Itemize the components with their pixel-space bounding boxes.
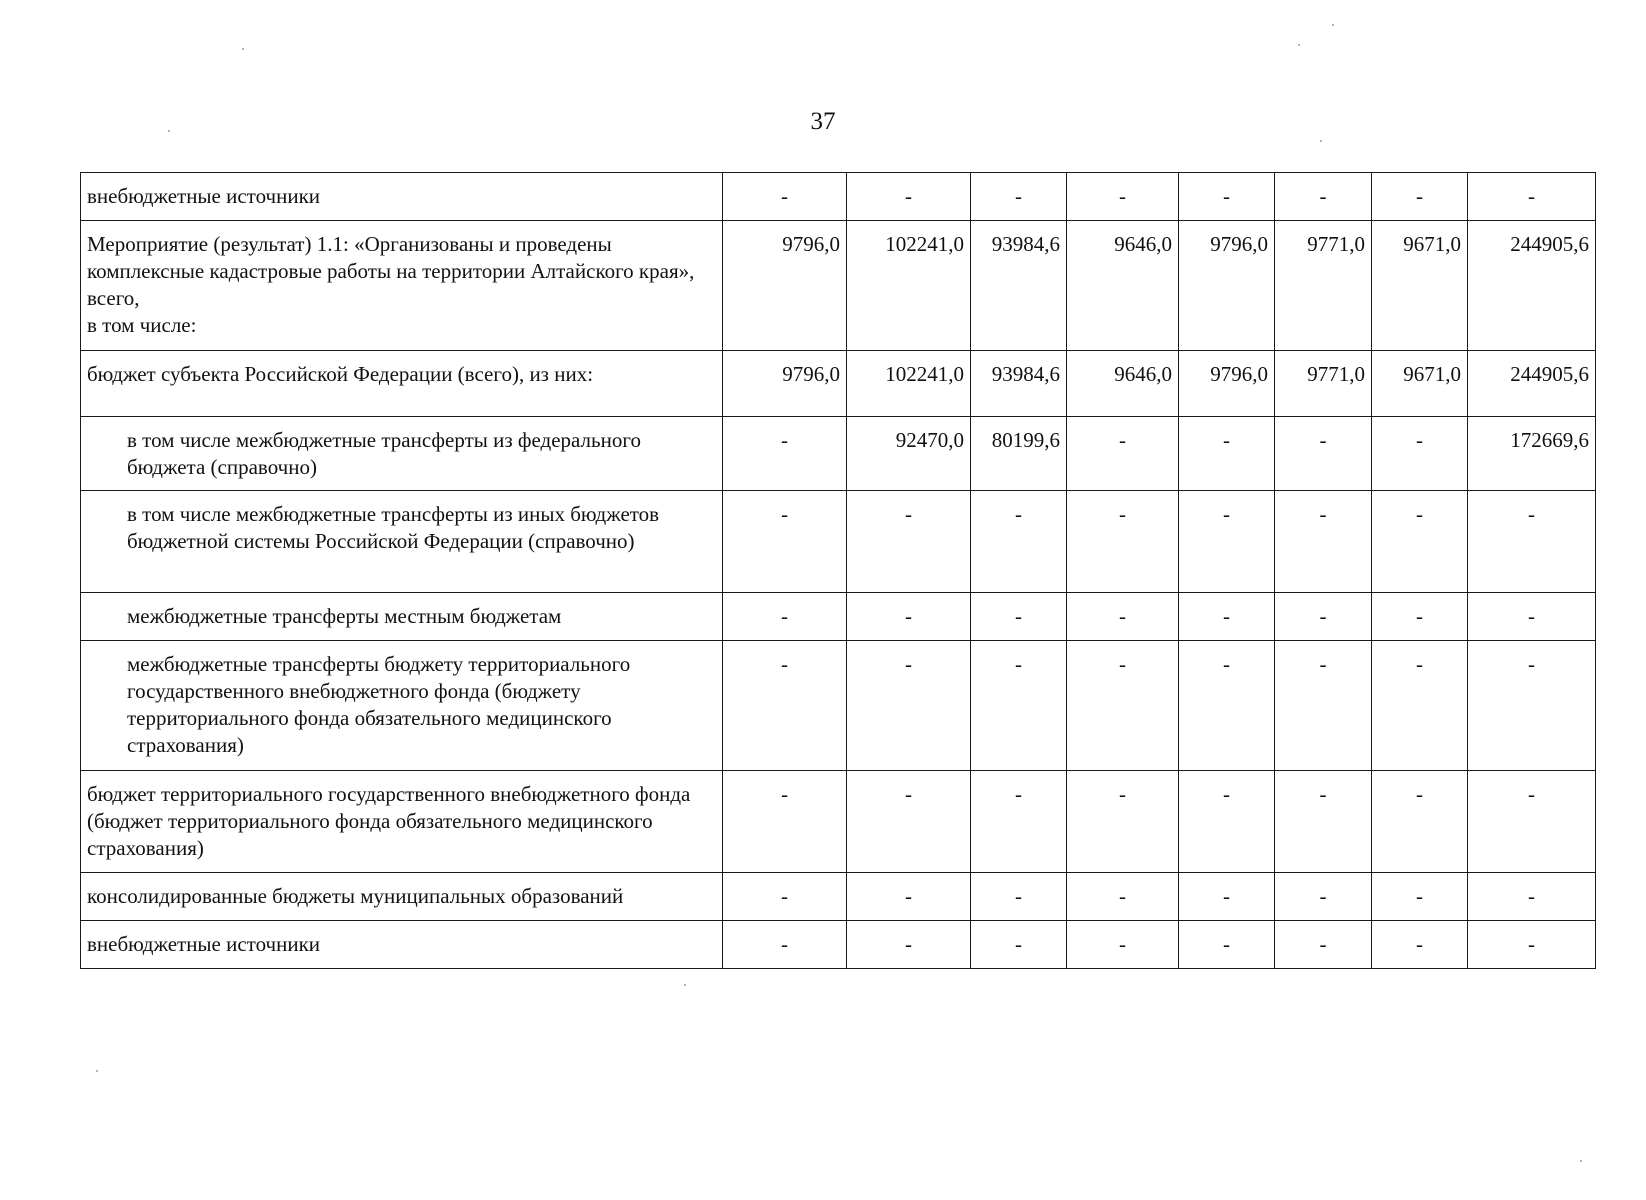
row-value: - (1275, 173, 1372, 221)
row-value: - (1275, 873, 1372, 921)
row-value: - (1179, 491, 1275, 593)
row-value: 93984,6 (971, 221, 1067, 351)
row-value: 9771,0 (1275, 351, 1372, 417)
row-value: - (1372, 173, 1468, 221)
table-row (81, 491, 1596, 593)
row-value: - (1179, 417, 1275, 491)
row-value: - (723, 873, 847, 921)
row-value: - (1275, 921, 1372, 969)
row-value: - (847, 771, 971, 873)
table-body (81, 173, 1596, 969)
row-label: консолидированные бюджеты муниципальных образований (81, 873, 723, 921)
row-value: - (971, 873, 1067, 921)
row-value: - (971, 173, 1067, 221)
row-value: 9796,0 (723, 351, 847, 417)
row-value: - (1372, 491, 1468, 593)
row-value: 9646,0 (1067, 221, 1179, 351)
row-value: - (1067, 641, 1179, 771)
row-value: - (1179, 771, 1275, 873)
table-row (81, 221, 1596, 351)
row-value: - (723, 173, 847, 221)
row-value: - (723, 921, 847, 969)
row-value: - (1372, 593, 1468, 641)
row-value: - (1468, 641, 1596, 771)
row-value: - (1179, 873, 1275, 921)
row-value: - (847, 173, 971, 221)
table-row (81, 593, 1596, 641)
row-value: - (1468, 873, 1596, 921)
row-value: - (1275, 641, 1372, 771)
scan-speck (168, 130, 170, 132)
table-row (81, 417, 1596, 491)
row-value: - (847, 921, 971, 969)
row-value: - (1372, 641, 1468, 771)
row-value: 9796,0 (723, 221, 847, 351)
scan-speck (1332, 24, 1334, 26)
row-value: - (1179, 593, 1275, 641)
table-row (81, 173, 1596, 221)
row-value: - (1468, 491, 1596, 593)
budget-table (80, 172, 1596, 969)
row-value: - (847, 873, 971, 921)
row-value: 9796,0 (1179, 221, 1275, 351)
row-value: 9671,0 (1372, 221, 1468, 351)
row-value: - (847, 491, 971, 593)
row-value: 244905,6 (1468, 221, 1596, 351)
row-value: - (1067, 491, 1179, 593)
row-value: - (1372, 417, 1468, 491)
row-value: - (847, 593, 971, 641)
row-value: - (723, 771, 847, 873)
row-value: - (1067, 921, 1179, 969)
row-value: - (1067, 173, 1179, 221)
row-value: 9771,0 (1275, 221, 1372, 351)
table-row (81, 771, 1596, 873)
row-value: - (1275, 417, 1372, 491)
row-value: 9646,0 (1067, 351, 1179, 417)
row-value: - (1179, 921, 1275, 969)
table-row (81, 641, 1596, 771)
row-value: - (723, 491, 847, 593)
table-row (81, 873, 1596, 921)
scan-speck (1320, 140, 1322, 142)
row-value: - (1179, 173, 1275, 221)
row-value: 93984,6 (971, 351, 1067, 417)
row-value: - (971, 921, 1067, 969)
scan-speck (96, 1070, 98, 1072)
row-value: - (1067, 771, 1179, 873)
row-value: - (971, 491, 1067, 593)
scan-speck (684, 984, 686, 986)
row-value: - (1067, 873, 1179, 921)
row-value: 172669,6 (1468, 417, 1596, 491)
row-label: в том числе межбюджетные трансферты из федерального бюджета (справочно) (81, 417, 723, 491)
row-label: бюджет субъекта Российской Федерации (всего), из них: (81, 351, 723, 417)
row-label: в том числе межбюджетные трансферты из иных бюджетов бюджетной системы Российской Федерации (справочно) (81, 491, 723, 593)
row-value: - (971, 593, 1067, 641)
row-value: - (1067, 593, 1179, 641)
row-value: 9796,0 (1179, 351, 1275, 417)
row-value: - (1468, 173, 1596, 221)
row-value: - (1468, 771, 1596, 873)
row-value: - (1275, 491, 1372, 593)
row-value: - (723, 593, 847, 641)
row-value: 92470,0 (847, 417, 971, 491)
row-label: межбюджетные трансферты местным бюджетам (81, 593, 723, 641)
scan-speck (1298, 44, 1300, 46)
row-value: - (723, 417, 847, 491)
row-value: - (1179, 641, 1275, 771)
row-value: - (1372, 873, 1468, 921)
scan-speck (242, 48, 244, 50)
row-value: 102241,0 (847, 221, 971, 351)
row-value: 102241,0 (847, 351, 971, 417)
row-value: - (1275, 771, 1372, 873)
table-row (81, 921, 1596, 969)
row-value: - (847, 641, 971, 771)
page-number: 37 (810, 108, 836, 135)
row-value: 244905,6 (1468, 351, 1596, 417)
row-value: - (971, 771, 1067, 873)
row-value: - (1468, 921, 1596, 969)
row-label: бюджет территориального государственного внебюджетного фонда (бюджет территориального фонда обязательного медицинского страхования) (81, 771, 723, 873)
row-label: внебюджетные источники (81, 173, 723, 221)
table-row (81, 351, 1596, 417)
row-value: - (1372, 921, 1468, 969)
row-value: 9671,0 (1372, 351, 1468, 417)
row-value: - (1275, 593, 1372, 641)
row-label: Мероприятие (результат) 1.1: «Организованы и проведены комплексные кадастровые работы на территории Алтайского края», всего, в том числе: (81, 221, 723, 351)
row-value: - (1468, 593, 1596, 641)
row-value: 80199,6 (971, 417, 1067, 491)
row-value: - (723, 641, 847, 771)
row-label: межбюджетные трансферты бюджету территориального государственного внебюджетного фонда (бюджету территориального фонда обязательного медицинского страхования) (81, 641, 723, 771)
row-value: - (971, 641, 1067, 771)
row-value: - (1067, 417, 1179, 491)
row-label: внебюджетные источники (81, 921, 723, 969)
scan-speck (1580, 1160, 1582, 1162)
row-value: - (1372, 771, 1468, 873)
